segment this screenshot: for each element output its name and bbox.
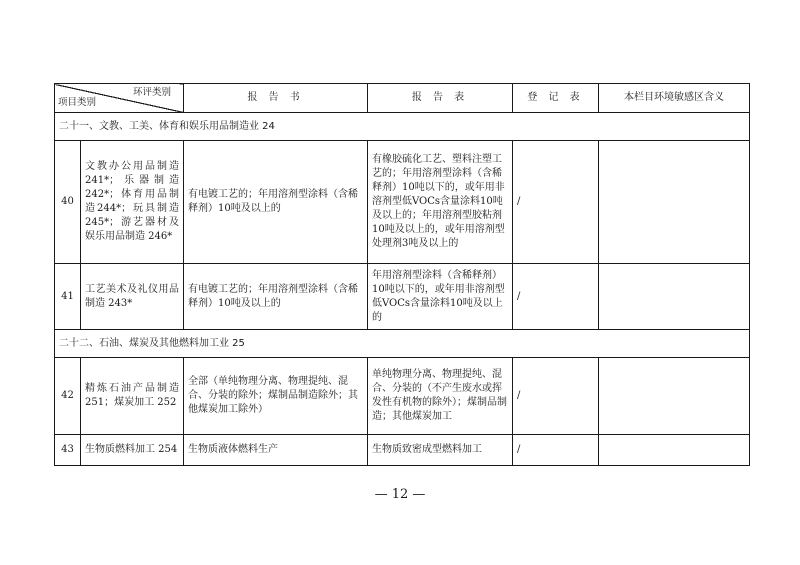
- section-row: [55, 330, 750, 358]
- register-cell: /: [513, 264, 599, 330]
- report-form-cell: 有橡胶硫化工艺、塑料注塑工艺的；年用溶剂型涂料（含稀释剂）10吨以下的，或年用非溶剂型低VOCs含量涂料10吨及以上的；年用溶剂型胶粘剂10吨及以上的，或年用溶剂型处理剂3吨及以上的: [368, 141, 513, 264]
- col-header-report-form: 报 告 表: [368, 84, 513, 113]
- row-number: 43: [55, 435, 81, 466]
- classification-table: [54, 83, 750, 466]
- sensitive-area-cell: [599, 358, 750, 435]
- register-cell: /: [513, 358, 599, 435]
- diag-header-top: 环评类别: [132, 87, 171, 98]
- register-cell: /: [513, 141, 599, 264]
- col-header-sensitive-area: 本栏目环境敏感区含义: [599, 84, 750, 113]
- report-form-cell: 单纯物理分离、物理提纯、混合、分装的（不产生废水或挥发性有机物的除外）；煤制品制造；其他煤炭加工: [368, 358, 513, 435]
- section-title: 二十二、石油、煤炭及其他燃料加工业 25: [55, 330, 750, 358]
- table-row: [55, 264, 750, 330]
- report-book-cell: 全部（单纯物理分离、物理提纯、混合、分装的除外；煤制品制造除外；其他煤炭加工除外）: [184, 358, 368, 435]
- page-number: — 12 —: [374, 487, 426, 502]
- report-form-cell: 年用溶剂型涂料（含稀释剂）10吨以下的，或年用非溶剂型低VOCs含量涂料10吨及以上的: [368, 264, 513, 330]
- row-number: 40: [55, 141, 81, 264]
- report-book-cell: 有电镀工艺的；年用溶剂型涂料（含稀释剂）10吨及以上的: [184, 264, 368, 330]
- section-title: 二十一、文教、工美、体育和娱乐用品制造业 24: [55, 113, 750, 141]
- report-book-cell: 有电镀工艺的；年用溶剂型涂料（含稀释剂）10吨及以上的: [184, 141, 368, 264]
- sensitive-area-cell: [599, 264, 750, 330]
- section-row: [55, 113, 750, 141]
- table-row: [55, 141, 750, 264]
- diagonal-header-cell: [55, 84, 184, 113]
- table-header-row: [55, 84, 750, 113]
- table-row: [55, 435, 750, 466]
- project-category: 生物质燃料加工 254: [81, 435, 184, 466]
- sensitive-area-cell: [599, 141, 750, 264]
- col-header-report-book: 报 告 书: [184, 84, 368, 113]
- report-book-cell: 生物质液体燃料生产: [184, 435, 368, 466]
- row-number: 41: [55, 264, 81, 330]
- register-cell: /: [513, 435, 599, 466]
- project-category: 文教办公用品制造241*；乐器制造242*；体育用品制造244*；玩具制造245*；游艺器材及娱乐用品制造 246*: [81, 141, 184, 264]
- diag-header-bottom: 项目类别: [58, 97, 97, 108]
- project-category: 精炼石油产品制造251；煤炭加工 252: [81, 358, 184, 435]
- report-form-cell: 生物质致密成型燃料加工: [368, 435, 513, 466]
- col-header-register: 登 记 表: [513, 84, 599, 113]
- row-number: 42: [55, 358, 81, 435]
- table-row: [55, 358, 750, 435]
- project-category: 工艺美术及礼仪用品制造 243*: [81, 264, 184, 330]
- sensitive-area-cell: [599, 435, 750, 466]
